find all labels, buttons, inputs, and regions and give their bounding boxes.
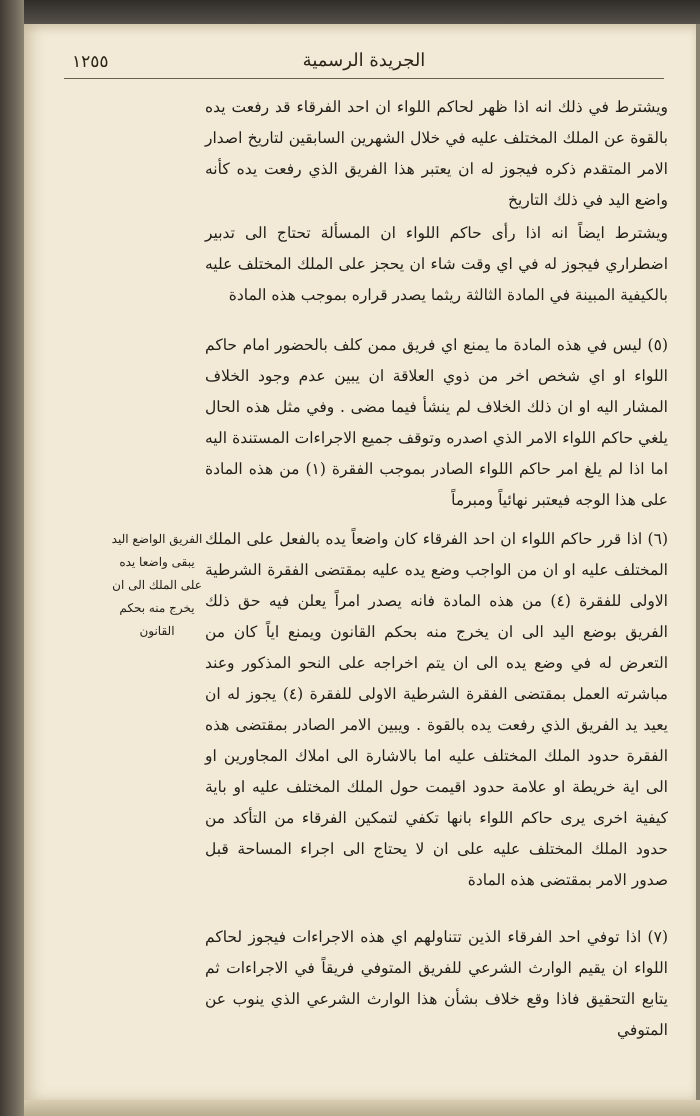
paragraph-article-7: (٧) اذا توفي احد الفرقاء الذين تتناولهم اي هذه الاجراءات فيجوز لحاكم اللواء ان يقيم الوارث الشرعي للفريق المتوفي فريقاً في الاجراءات ثم يتابع التحقيق فاذا وقع خلاف بشأن هذا الوارث الشرعي الذي ينوب عن المتوفي <box>205 928 668 1039</box>
book-binding <box>0 0 24 1116</box>
paragraph-article-6: (٦) اذا قرر حاكم اللواء ان احد الفرقاء كان واضعاً يده بالفعل على الملك المختلف عليه او ان من الواجب وضع يده عليه بمقتضى الفقرة الشرطية الاولى للفقرة (٤) من هذه المادة فانه يصدر امراً يعلن فيه حق ذلك الفريق بوضع اليد الى ان يخرج منه بحكم القانون ويمنع اياً كان من التعرض له في وضع يده الى ان يتم اخراجه على النحو المذكور وعند مباشرته العمل بمقتضى الفقرة الشرطية الاولى للفقرة (٤) يجوز له ان يعيد يد الفريق الذي رفعت يده بالقوة . ويبين الامر الصادر بمقتضى هذه الفقرة حدود الملك المختلف عليه اما بالاشارة الى املاك المجاورين او الى اية خريطة او علامة حدود اقيمت حول الملك المختلف عليه او باية كيفية اخرى يرى حاكم اللواء بانها تكفي لتمكين الفرقاء من التأكد من حدود الملك المختلف عليه على ان لا يحتاج الى اجراء المساحة قبل صدور الامر بمقتضى هذه المادة <box>205 530 668 889</box>
paragraph-article-5: (٥) ليس في هذه المادة ما يمنع اي فريق ممن كلف بالحضور امام حاكم اللواء او اي شخص اخر من ذوي العلاقة ان يبين عدم وجود الخلاف المشار اليه او ان ذلك الخلاف لم ينشأ فيما مضى . وفي مثل هذه الحال يلغي حاكم اللواء الامر الذي اصدره وتوقف جميع الاجراءات المستندة اليه اما اذا لم يلغ امر حاكم اللواء الصادر بموجب الفقرة (١) من هذه المادة على هذا الوجه فيعتبر نهائياً ومبرماً <box>205 336 668 509</box>
book-cover-edge <box>24 0 700 24</box>
paragraph-2: ويشترط ايضاً انه اذا رأى حاكم اللواء ان المسألة تحتاج الى تدبير اضطراري فيجوز له في اي وقت شاء ان يحجز على الملك المختلف عليه بالكيفية المبينة في المادة الثالثة ريثما يصدر قراره بموجب هذه المادة <box>205 224 668 304</box>
page-stack-edge <box>24 1100 700 1116</box>
margin-note: الفريق الواضع اليد يبقى واضعا يده على الملك الى ان يخرج منه بحكم القانون <box>111 532 203 638</box>
paragraph-1: ويشترط في ذلك انه اذا ظهر لحاكم اللواء ان احد الفرقاء قد رفعت يده بالقوة عن الملك المختلف عليه في خلال الشهرين السابقين لتاريخ اصدار الامر المتقدم ذكره فيجوز له ان يعتبر هذا الفريق الذي رفعت يده كأنه واضع اليد في ذلك التاريخ <box>205 98 668 209</box>
journal-title: الجريدة الرسمية <box>302 50 426 71</box>
page-header <box>64 48 664 79</box>
page-number: ١٢٥٥ <box>72 52 109 72</box>
